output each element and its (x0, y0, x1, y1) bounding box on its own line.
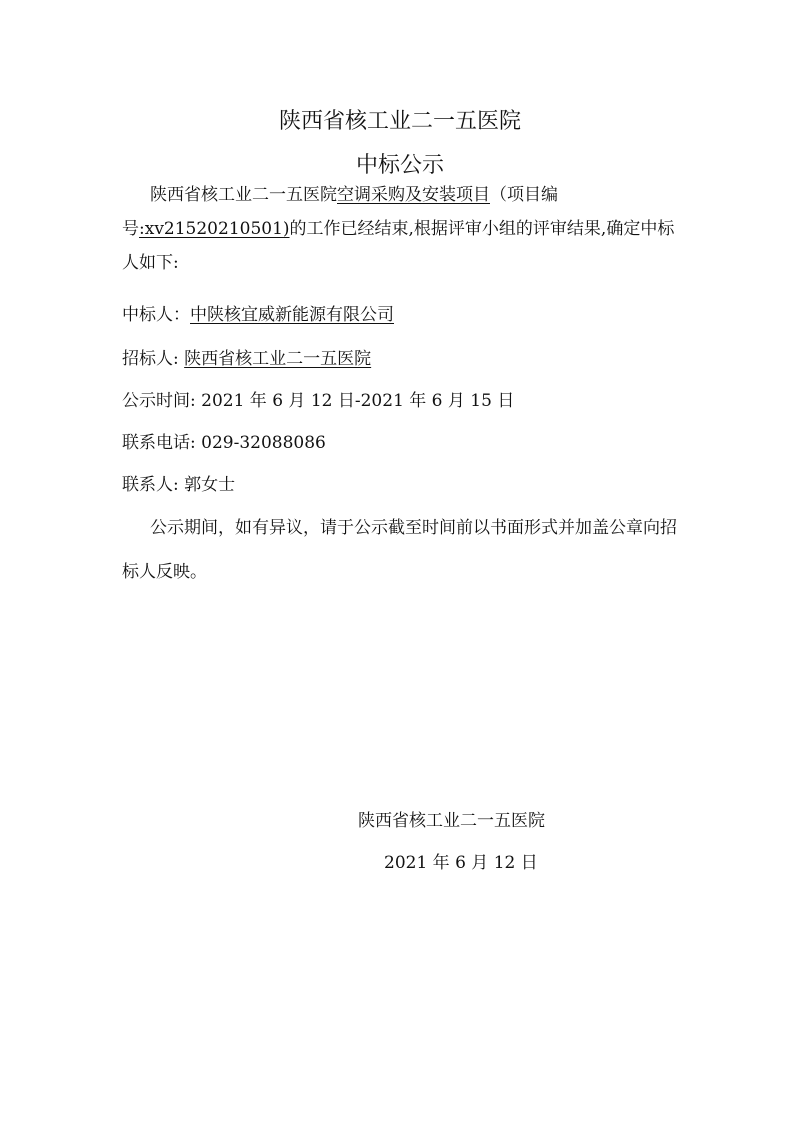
tenderer-value: 陕西省核工业二一五医院 (184, 349, 372, 369)
phone-line (122, 428, 326, 453)
notice-paragraph (122, 506, 682, 594)
tenderer-line (122, 344, 371, 369)
notice-text: 公示期间，如有异议，请于公示截至时间前以书面形式并加盖公章向招标人反映。 (122, 518, 677, 582)
intro-org: 陕西省核工业二一五医院 (150, 185, 337, 205)
contact-label: 联系人: (122, 475, 185, 495)
intro-paragraph (122, 178, 682, 280)
signature-org: 陕西省核工业二一五医院 (358, 811, 545, 831)
period-value: 2021 年 6 月 12 日-2021 年 6 月 15 日 (201, 391, 515, 411)
period-label: 公示时间: (122, 391, 202, 411)
document-title: 陕西省核工业二一五医院 (278, 109, 521, 134)
winner-value: 中陕核宜威新能源有限公司 (190, 305, 394, 325)
intro-project: 空调采购及安装项目 (337, 185, 490, 205)
tenderer-label: 招标人: (122, 349, 185, 369)
winner-line (122, 300, 394, 325)
document-subtitle: 中标公示 (355, 153, 444, 178)
intro-project-no: :xv21520210501) (139, 219, 290, 239)
phone-label: 联系电话: (122, 433, 202, 453)
intro-rest: 的工作已经结束,根据评审小组的评审结果,确定中标人如下: (122, 219, 675, 273)
phone-value: 029-32088086 (201, 433, 326, 453)
contact-line (122, 470, 235, 495)
contact-value: 郭女士 (184, 475, 236, 495)
period-line (122, 386, 514, 411)
signature-date: 2021 年 6 月 12 日 (384, 853, 538, 873)
intro-paren: （项目编号 (122, 185, 558, 239)
winner-label: 中标人： (122, 305, 190, 325)
